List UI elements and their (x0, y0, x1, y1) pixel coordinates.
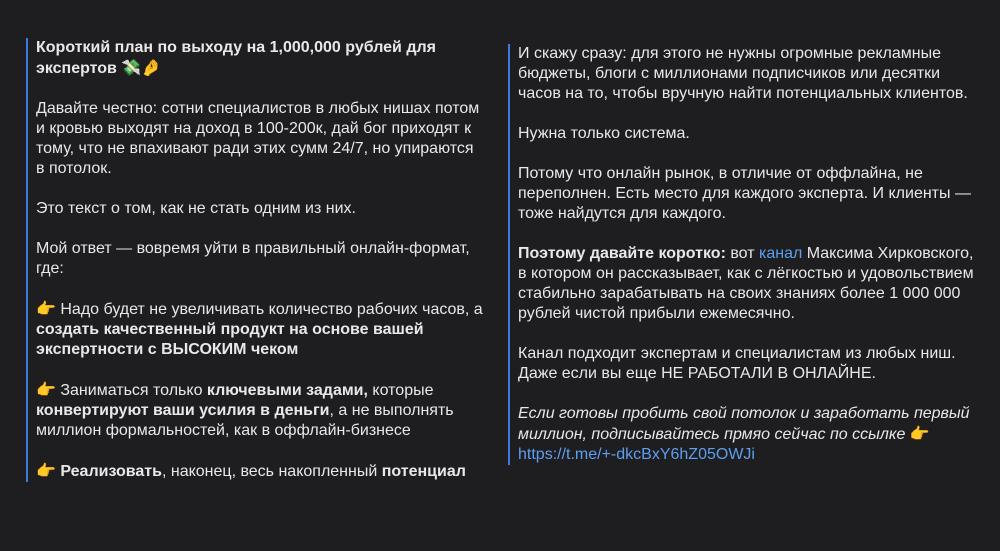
bullet-2-bold-a: ключевыми задами, (206, 382, 368, 399)
pointing-hand-icon: 👉 (909, 424, 930, 443)
bullet-1-bold: создать качественный продукт на основе вашей экспертности с ВЫСОКИМ чеком (36, 321, 424, 358)
message-left (26, 38, 486, 482)
channel-text-a: вот (725, 245, 759, 262)
bullet-3-bold-a: Реализовать (60, 463, 162, 480)
paragraph-intro: Давайте честно: сотни специалистов в любых нишах потом и кровью выходят на доход в 100-200к, дай бог приходят к тому, что не впахивают ради этих сумм 24/7, но упираются в потолок. (36, 100, 480, 177)
cta-text: Если готовы пробить свой потолок и заработать первый миллион, подписывайтесь прмяо сейчас по ссылке (518, 405, 970, 443)
subscribe-url-link[interactable]: https://t.me/+-dkcBxY6hZ05OWJi (518, 446, 755, 463)
bullet-3-text: , наконец, весь накопленный (161, 463, 382, 480)
pointing-hand-icon: 👉 (36, 299, 56, 318)
post-title (36, 38, 486, 79)
paragraph-purpose: Это текст о том, как не стать одним из них. (36, 200, 356, 217)
channel-text-b: Максима Хирковского, в котором он рассказывает, как с лёгкостью и удовольствием стабильно зарабатывать на своих знаниях более 1 000 000 рублей чистой прибыли ежемесячно. (518, 245, 974, 322)
paragraph-system: Нужна только система. (518, 125, 690, 142)
paragraph-budget: И скажу сразу: для этого не нужны огромные рекламные бюджеты, блоги с миллионами подписчиков или десятки часов на то, чтобы вручную найти потенциальных клиентов. (518, 45, 968, 102)
bullet-1-text: Надо будет не увеличивать количество рабочих часов, а (55, 301, 483, 318)
channel-link[interactable]: канал (758, 245, 803, 262)
paragraph-answer: Мой ответ — вовремя уйти в правильный онлайн-формат, где: (36, 240, 470, 277)
paragraph-channel (518, 244, 978, 324)
pointing-hand-icon: 👉 (36, 461, 56, 480)
paragraph-cta (518, 404, 978, 465)
paragraph-audience: Канал подходит экспертам и специалистам из любых ниш. Даже если вы еще НЕ РАБОТАЛИ В ОНЛАЙНЕ. (518, 345, 956, 382)
title-text: Короткий план по выходу на 1,000,000 рублей для экспертов (36, 39, 436, 77)
bullet-item-3 (36, 461, 486, 482)
money-hand-emoji-icon: 💸🤌 (121, 58, 162, 77)
bullet-2-text-b: которые (367, 382, 434, 399)
channel-lead-bold: Поэтому давайте коротко: (518, 245, 726, 262)
bullet-item-1 (36, 299, 486, 360)
bullet-2-text-c: , а не выполнять миллион формальностей, как в оффлайн-бизнесе (36, 402, 454, 439)
bullet-3-bold-b: потенциал (381, 463, 466, 480)
paragraph-market: Потому что онлайн рынок, в отличие от оффлайна, не переполнен. Есть место для каждого эксперта. И клиенты — тоже найдутся для каждого. (518, 165, 971, 222)
bullet-2-bold-b: конвертируют ваши усилия в деньги (36, 402, 330, 419)
pointing-hand-icon: 👉 (36, 380, 56, 399)
message-right (508, 44, 978, 465)
bullet-item-2 (36, 380, 486, 441)
bullet-2-text-a: Заниматься только (55, 382, 207, 399)
